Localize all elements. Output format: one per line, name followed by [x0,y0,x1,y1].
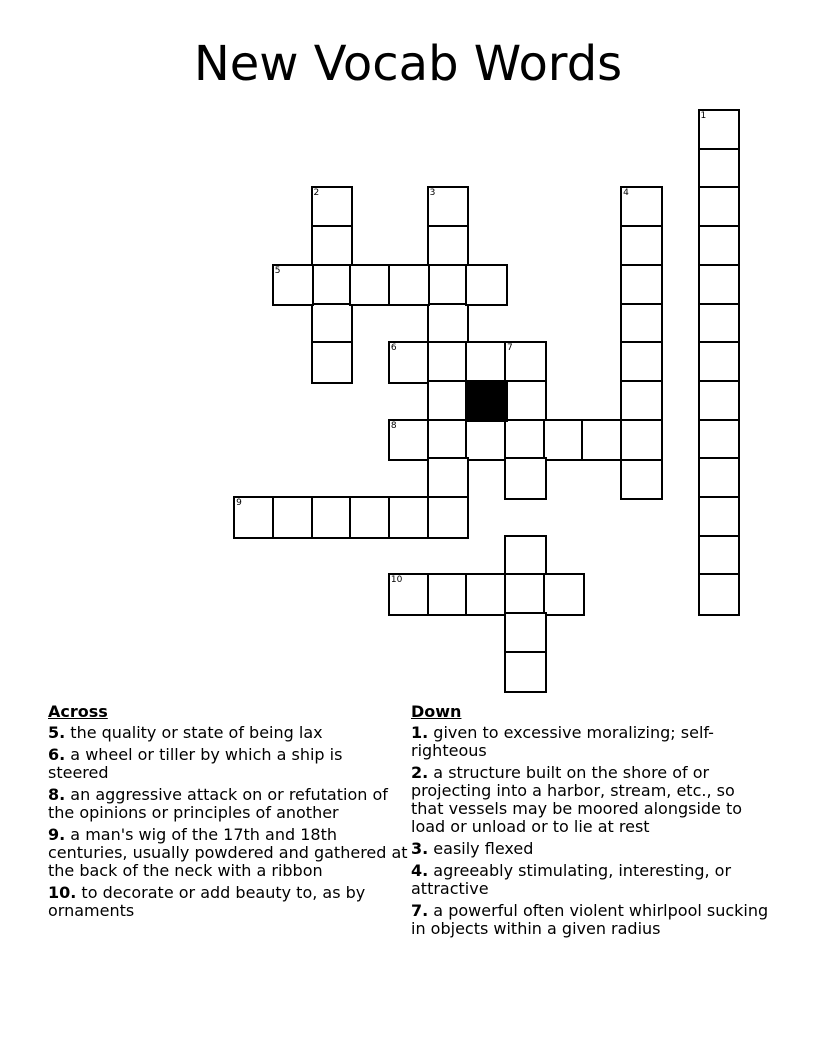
grid-cell[interactable] [620,457,663,500]
clue-item-text: an aggressive attack on or refutation of the opinions or principles of another [48,785,388,822]
clue-item [48,724,408,742]
grid-cell[interactable] [388,573,431,616]
grid-cell[interactable] [504,457,547,500]
clue-item [48,786,408,822]
clue-item [411,902,771,938]
grid-cell[interactable] [311,225,354,268]
clue-number: 9 [236,498,242,508]
down-clue-list [411,724,771,938]
grid-cell[interactable] [465,341,508,384]
grid-block [465,380,508,423]
grid-cell[interactable] [427,419,470,462]
clue-item-text: the quality or state of being lax [65,723,323,742]
clue-number: 8 [390,420,397,431]
grid-cell[interactable] [504,419,547,462]
clue-item [411,764,771,836]
clue-item [411,840,771,858]
grid-cell[interactable] [698,186,741,229]
grid-cell[interactable] [465,573,508,616]
grid-cell[interactable] [427,264,470,307]
clue-number: 2 [313,188,320,199]
grid-cell[interactable] [620,380,663,423]
grid-cell[interactable] [620,303,663,346]
grid-cell[interactable] [698,380,741,423]
grid-cell[interactable] [504,651,547,694]
grid-cell[interactable] [698,148,741,191]
clue-item-number: 7. [411,901,429,920]
clue-item-number: 4. [411,861,429,880]
grid-cell[interactable] [427,457,470,500]
grid-cell[interactable] [504,612,547,655]
grid-cell[interactable] [620,341,663,384]
clue-item-text: to decorate or add beauty to, as by ornaments [48,883,366,920]
clue-item [48,826,408,880]
clue-item-text: a powerful often violent whirlpool sucking in objects within a given radius [411,901,769,938]
across-heading: Across [48,702,108,721]
across-clues [48,702,408,924]
grid-cell[interactable] [349,264,392,307]
grid-cell[interactable] [272,496,315,539]
grid-cell[interactable] [349,496,392,539]
clue-item-text: a wheel or tiller by which a ship is steered [48,745,343,782]
clue-item-number: 10. [48,883,77,902]
grid-cell[interactable] [427,341,470,384]
clue-item [48,884,408,920]
clue-number: 1 [700,111,707,121]
grid-cell[interactable] [581,419,624,462]
grid-cell[interactable] [504,573,547,616]
grid-cell[interactable] [698,419,741,462]
clue-item-text: easily flexed [428,839,534,858]
puzzle-title: New Vocab Words [193,36,623,92]
grid-cell[interactable] [427,186,470,229]
clue-item [48,746,408,782]
down-clues [411,702,771,942]
grid-cell[interactable] [427,303,470,346]
grid-cell[interactable] [698,573,741,616]
grid-cell[interactable] [620,225,663,268]
grid-cell[interactable] [698,535,741,578]
grid-cell[interactable] [620,186,663,229]
clue-number: 5 [274,265,281,276]
grid-cell[interactable] [388,341,431,384]
grid-cell[interactable] [311,264,354,307]
across-clue-list [48,724,408,920]
clue-item-number: 2. [411,763,429,782]
clue-item [411,724,771,760]
grid-cell[interactable] [388,264,431,307]
clue-item-number: 9. [48,825,66,844]
clue-item-text: given to excessive moralizing; self-righteous [411,723,714,760]
down-heading: Down [411,702,462,721]
grid-cell[interactable] [504,535,547,578]
grid-cell[interactable] [427,496,470,539]
grid-cell[interactable] [388,496,431,539]
grid-cell[interactable] [698,264,741,307]
grid-cell[interactable] [698,225,741,268]
grid-cell[interactable] [543,573,586,616]
grid-cell[interactable] [698,109,741,152]
grid-cell[interactable] [698,303,741,346]
grid-cell[interactable] [698,341,741,384]
clue-number: 7 [507,343,513,354]
grid-cell[interactable] [698,496,741,539]
grid-cell[interactable] [620,419,663,462]
grid-cell[interactable] [427,573,470,616]
clue-item-text: agreeably stimulating, interesting, or attractive [411,861,732,898]
clue-item-text: a structure built on the shore of or projecting into a harbor, stream, etc., so that vessels may be moored alongside to load or unload or to lie at rest [411,763,743,836]
grid-cell[interactable] [311,303,354,346]
grid-cell[interactable] [388,419,431,462]
grid-cell[interactable] [465,419,508,462]
grid-cell[interactable] [504,341,547,384]
clue-item-number: 6. [48,745,66,764]
clue-item-number: 3. [411,839,429,858]
clue-number: 4 [623,188,629,199]
grid-cell[interactable] [504,380,547,423]
clue-number: 10 [390,575,403,586]
grid-cell[interactable] [698,457,741,500]
clue-item-number: 8. [48,785,66,804]
grid-cell[interactable] [620,264,663,307]
clue-number: 6 [390,343,397,354]
clue-item-text: a man's wig of the 17th and 18th centuries, usually powdered and gathered at the back of the neck with a ribbon [48,825,408,880]
grid-cell[interactable] [427,225,470,268]
grid-cell[interactable] [543,419,586,462]
clue-item [411,862,771,898]
grid-cell[interactable] [427,380,470,423]
grid-cell[interactable] [311,496,354,539]
clue-item-number: 1. [411,723,429,742]
clue-item-number: 5. [48,723,66,742]
grid-cell[interactable] [272,264,315,307]
clue-number: 3 [429,188,436,199]
grid-cell[interactable] [311,186,354,229]
grid-cell[interactable] [233,496,276,539]
grid-cell[interactable] [311,341,354,384]
grid-cell[interactable] [465,264,508,307]
